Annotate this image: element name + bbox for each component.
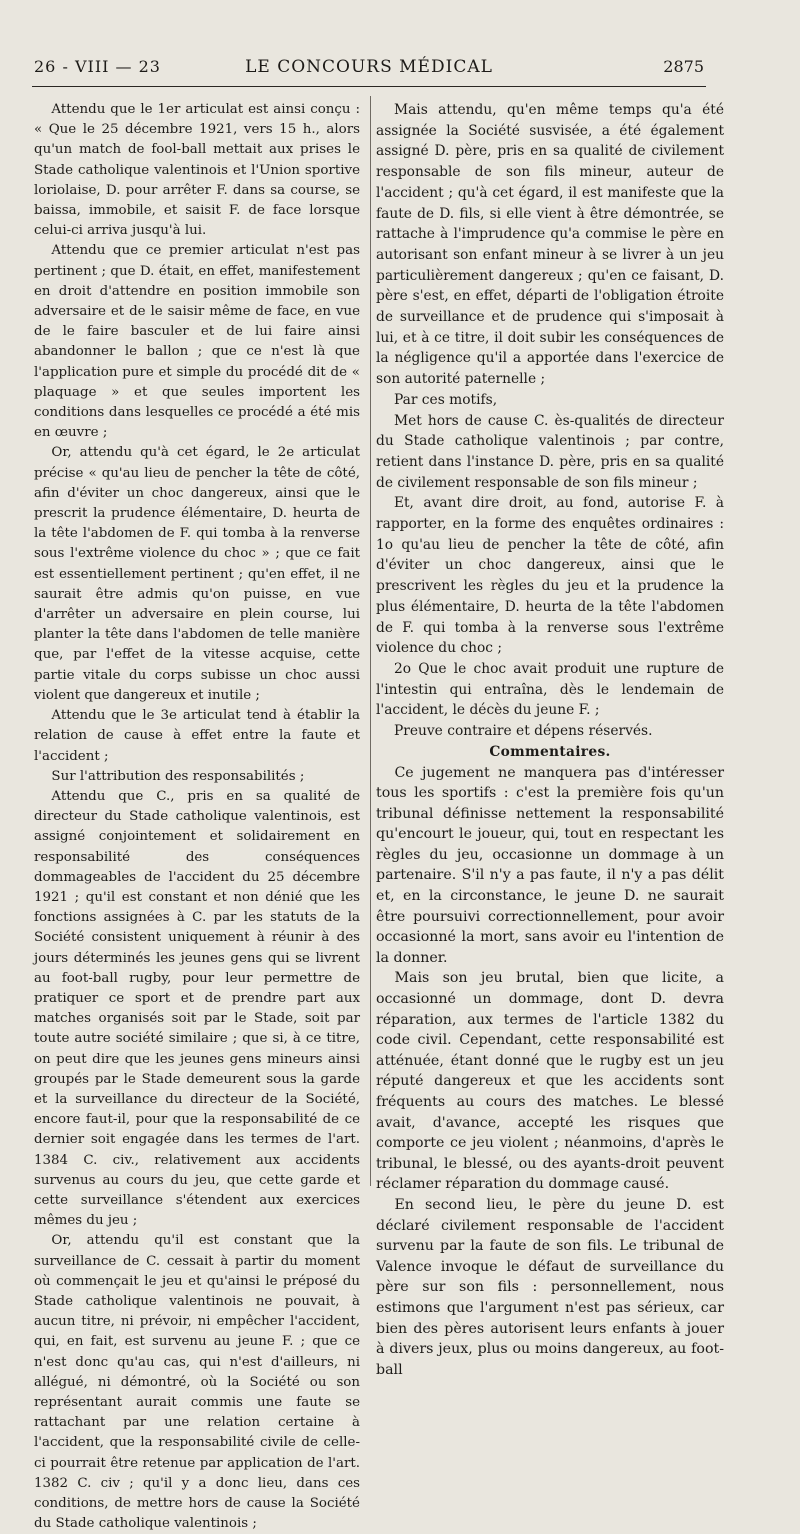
issue-date: 26 - VIII — 23 bbox=[34, 57, 161, 76]
paragraph: Preuve contraire et dépens réservés. bbox=[393, 723, 653, 740]
paragraph: Attendu que ce premier articulat n'est pas pertinent ; que D. était, en effet, manifestement en droit d'attendre en position immobile son adversaire et de le saisir même de face, en vue de le faire basculer et de lui faire ainsi abandonner le ballon ; que ce n'est là que l'application pure et simple du procédé dit de « plaquage » et que seules importent les conditions dans lesquelles ce procédé a été mis en œuvre ; bbox=[34, 243, 360, 441]
journal-title: LE CONCOURS MÉDICAL bbox=[245, 57, 493, 77]
paragraph: Sur l'attribution des responsabilités ; bbox=[51, 768, 305, 784]
paragraph: Attendu que le 3e articulat tend à établir la relation de cause à effet entre la faute et l'accident ; bbox=[34, 708, 360, 764]
paragraph: Or, attendu qu'il est constant que la surveillance de C. cessait à partir du moment où commençait le jeu et qu'ainsi le préposé du Stade catholique valentinois ne pouvait, à aucun titre, ni prévoir, ni empêcher l'accident, qui, en fait, est survenu au jeune F. ; que ce n'est donc qu'au cas, qui n'est d'ailleurs, ni allégué, ni démontré, où la Société ou son représentant aurait commis une faute se rattachant par une relation certaine à l'accident, que la responsabilité civile de celle-ci pourrait être retenue par application de l'art. 1382 C. civ ; qu'il y a donc lieu, dans ces conditions, de mettre hors de cause la Société du Stade catholique valentinois ; bbox=[34, 1233, 360, 1532]
paragraph: Et, avant dire droit, au fond, autorise F. à rapporter, en la forme des enquêtes ordinaires : 1o qu'au lieu de pencher la tête de côté, afin d'éviter un choc dangereux, ainsi que le prescrivent les règles du jeu et la prudence la plus élémentaire, D. heurta de la tête l'abdomen de F. qui tomba à la renverse sous l'extrême violence du choc ; bbox=[376, 495, 724, 657]
commentary-paragraph: Ce jugement ne manquera pas d'intéresser tous les sportifs : c'est la première fois qu'un tribunal définisse nettement la responsabilité qu'encourt le joueur, qui, tout en respectant les règles du jeu, occasionne un dommage à un partenaire. S'il n'y a pas faute, il n'y a pas délit et, en la circonstance, le jeune D. ne saurait être poursuivi correctionnellement, pour avoir occasionné la mort, sans avoir eu l'intention de la donner. bbox=[376, 764, 724, 966]
left-column bbox=[34, 100, 360, 1534]
paragraph: Mais attendu, qu'en même temps qu'a été assignée la Société susvisée, a été également assigné D. père, pris en sa qualité de civilement responsable de son fils mineur, auteur de l'accident ; qu'à cet égard, il est manifeste que la faute de D. fils, si elle vient à être démontrée, se rattache à l'imprudence qu'a commise le père en autorisant son enfant mineur à se livrer à un jeu particulièrement dangereux ; qu'en ce faisant, D. père s'est, en effet, départi de l'obligation étroite de surveillance et de prudence qui s'imposait à lui, et à ce titre, il doit subir les conséquences de la négligence qu'il a apportée dans l'exercice de son autorité paternelle ; bbox=[376, 102, 724, 388]
commentary-paragraph: Mais son jeu brutal, bien que licite, a occasionné un dommage, dont D. devra réparation, aux termes de l'article 1382 du code civil. Cependant, cette responsabilité est atténuée, étant donné que le rugby est un jeu réputé dangereux et que les accidents sont fréquents au cours des matches. Le blessé avait, d'avance, accepté les risques que comporte ce jeu violent ; néanmoins, d'après le tribunal, le blessé, ou des ayants-droit peuvent réclamer réparation du dommage causé. bbox=[376, 970, 724, 1193]
paragraph: 2o Que le choc avait produit une rupture de l'intestin qui entraîna, dès le lendemain de l'accident, le décès du jeune F. ; bbox=[376, 660, 724, 719]
paragraph: Or, attendu qu'à cet égard, le 2e articulat précise « qu'au lieu de pencher la tête de côté, afin d'éviter un choc dangereux, ainsi que le prescrit la prudence élémentaire, D. heurta de la tête l'abdomen de F. qui tomba à la renverse sous l'extrême violence du choc » ; que ce fait est essentiellement pertinent ; qu'en effet, il ne saurait être admis qu'on puisse, en vue d'arrêter un adversaire en plein course, lui planter la tête dans l'abdomen de telle manière que, par l'effet de la vitesse acquise, cette partie vitale du corps subisse un choc aussi violent que dangereux et inutile ; bbox=[34, 445, 360, 703]
page-number: 2875 bbox=[663, 57, 704, 76]
paragraph: Attendu que le 1er articulat est ainsi conçu : « Que le 25 décembre 1921, vers 15 h., alors qu'un match de fool-ball mettait aux prises le Stade catholique valentinois et l'Union sportive loriolaise, D. pour arrêter F. dans sa course, se baissa, immobile, et saisit F. de face lorsque celui-ci arriva jusqu'à lui. bbox=[34, 102, 360, 239]
paragraph: Attendu que C., pris en sa qualité de directeur du Stade catholique valentinois, est assigné conjointement et solidairement en responsabilité des conséquences dommageables de l'accident du 25 décembre 1921 ; qu'il est constant et non dénié que les fonctions assignées à C. par les statuts de la Société consistent uniquement à réunir à des jours déterminés les jeunes gens qui se livrent au foot-ball rugby, pour leur permettre de pratiquer ce sport et de prendre part aux matches organisés soit par le Stade, soit par toute autre société similaire ; que si, à ce titre, on peut dire que les jeunes gens mineurs ainsi groupés par le Stade demeurent sous la garde et la surveillance du directeur de la Société, encore faut-il, pour que la responsabilité de ce dernier soit engagée dans les termes de l'art. 1384 C. civ., relativement aux accidents survenus au cours du jeu, que cette garde et cette surveillance s'étendent aux exercices mêmes du jeu ; bbox=[34, 788, 360, 1229]
header-rule bbox=[32, 86, 706, 87]
commentary-heading: Commentaires. bbox=[489, 743, 611, 760]
running-header bbox=[34, 57, 704, 85]
commentary-paragraph: En second lieu, le père du jeune D. est déclaré civilement responsable de l'accident survenu par la faute de son fils. Le tribunal de Valence invoque le défaut de surveillance du père sur son fils : personnellement, nous estimons que l'argument n'est pas sérieux, car bien des pères autorisent leurs enfants à jouer à divers jeux, plus ou moins dangereux, au foot-ball bbox=[376, 1196, 724, 1378]
paragraph: Met hors de cause C. ès-qualités de directeur du Stade catholique valentinois ; par contre, retient dans l'instance D. père, pris en sa qualité de civilement responsable de son fils mineur ; bbox=[376, 412, 724, 491]
right-column bbox=[376, 100, 724, 1380]
column-divider bbox=[370, 96, 371, 1186]
paragraph: Par ces motifs, bbox=[393, 391, 498, 408]
